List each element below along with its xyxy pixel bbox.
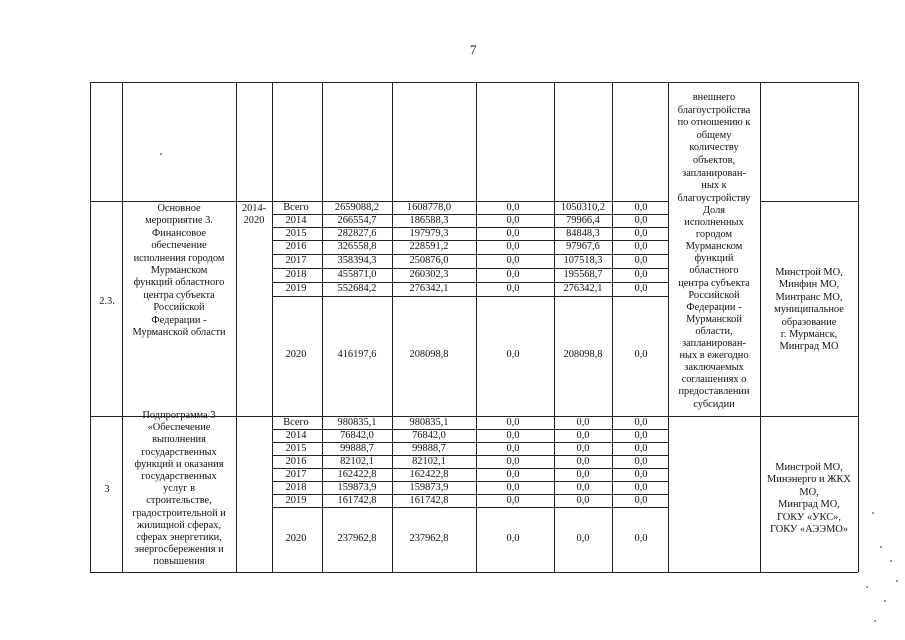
- year-label: Всего: [283, 417, 309, 428]
- col-line: [90, 82, 91, 572]
- row-name-line: жилищной сферах,: [136, 519, 222, 531]
- total-value: 455871,0: [337, 269, 377, 280]
- federal-value: 159873,9: [409, 482, 449, 493]
- regional-value: 0,0: [506, 456, 520, 467]
- row-name-line: услуг в: [163, 483, 195, 495]
- year-row-line: [272, 507, 668, 508]
- executors-text: [729, 267, 889, 354]
- regional-value: 0,0: [506, 349, 520, 360]
- executors-text-line: Минград МО,: [778, 499, 840, 511]
- indicator-text-line: области,: [695, 325, 733, 337]
- top-indicator-text-line: запланирован-: [682, 167, 746, 179]
- other-value: 0,0: [634, 255, 648, 266]
- federal-value: 250876,0: [409, 255, 449, 266]
- federal-value: 161742,8: [409, 495, 449, 506]
- row-name-line: Мурманской области: [132, 327, 226, 339]
- total-value: 76842,0: [340, 430, 374, 441]
- year-label: 2016: [285, 456, 307, 467]
- indicator-text-line: запланирован-: [682, 338, 746, 350]
- indicator-text-line: ных в ежегодно: [679, 350, 749, 362]
- page-number: 7: [470, 42, 477, 57]
- speckle: [874, 620, 876, 622]
- speckle: [160, 153, 162, 155]
- municipal-value: 0,0: [576, 456, 590, 467]
- other-value: 0,0: [634, 349, 648, 360]
- col-line: [392, 82, 393, 572]
- federal-value: 82102,1: [412, 456, 446, 467]
- other-value: 0,0: [634, 283, 648, 294]
- row-name-line: Основное: [157, 203, 201, 214]
- regional-value: 0,0: [506, 269, 520, 280]
- municipal-value: 79966,4: [566, 215, 600, 226]
- total-value: 358394,3: [337, 255, 377, 266]
- year-label: 2017: [285, 255, 307, 266]
- row-name-line: функций областного: [133, 277, 225, 289]
- row-name-line: исполнения городом: [133, 252, 225, 264]
- year-label: 2014: [285, 430, 307, 441]
- federal-value: 99888,7: [412, 443, 446, 454]
- federal-value: 208098,8: [409, 349, 449, 360]
- other-value: 0,0: [634, 482, 648, 493]
- total-value: 159873,9: [337, 482, 377, 493]
- year-label: 2014: [285, 215, 307, 226]
- top-indicator-text-line: общему: [696, 129, 732, 141]
- row-name-line: энергосбережения и: [134, 544, 224, 556]
- row-name-line: Финансовое: [151, 227, 207, 239]
- row-name-line: выполнения: [152, 434, 206, 446]
- total-value: 980835,1: [337, 417, 377, 428]
- executors-text-line: Минэнерго и ЖКХ: [767, 474, 851, 486]
- total-value: 266554,7: [337, 215, 377, 226]
- indicator-text-line: Мурманской: [686, 313, 742, 325]
- top-indicator-text-line: благоустройству: [677, 192, 751, 204]
- executors-text-line: Минтранс МО,: [775, 291, 843, 303]
- year-label: 2015: [285, 443, 307, 454]
- speckle: [880, 546, 882, 548]
- indicator-text-line: функций: [694, 253, 734, 265]
- row-name-line: государственных: [141, 446, 217, 458]
- year-label: 2019: [285, 283, 307, 294]
- row-name: [99, 410, 259, 569]
- year-row-line: [272, 296, 668, 297]
- row-period-line: 2020: [243, 215, 265, 227]
- row-name-line: государственных: [141, 471, 217, 483]
- indicator-text-line: Федерации -: [686, 301, 742, 313]
- executors-text-line: Минфин МО,: [778, 279, 840, 291]
- other-value: 0,0: [634, 495, 648, 506]
- federal-value: 1608778,0: [406, 202, 452, 213]
- regional-value: 0,0: [506, 482, 520, 493]
- executors-text-line: образование: [781, 316, 837, 328]
- indicator-text-line: городом: [695, 229, 733, 241]
- regional-value: 0,0: [506, 430, 520, 441]
- executors-text-line: Минстрой МО,: [775, 462, 843, 473]
- municipal-value: 0,0: [576, 469, 590, 480]
- top-indicator-text-line: количеству: [689, 142, 739, 154]
- executors-text-line: ГОКУ «УКС»,: [777, 511, 841, 523]
- speckle: [890, 560, 892, 562]
- row-period-line: 2014-: [241, 203, 267, 214]
- top-indicator-text: [634, 92, 794, 205]
- municipal-value: 0,0: [576, 482, 590, 493]
- row-number: 3: [104, 484, 110, 495]
- col-line: [322, 82, 323, 572]
- total-value: 552684,2: [337, 283, 377, 294]
- federal-value: 980835,1: [409, 417, 449, 428]
- indicator-text-line: исполненных: [684, 217, 744, 229]
- executors-text: [729, 462, 889, 536]
- other-value: 0,0: [634, 533, 648, 544]
- regional-value: 0,0: [506, 417, 520, 428]
- municipal-value: 0,0: [576, 443, 590, 454]
- table-bottom-border: [90, 572, 858, 573]
- top-indicator-text-line: внешнего: [692, 92, 736, 103]
- year-label: 2020: [285, 533, 307, 544]
- other-value: 0,0: [634, 241, 648, 252]
- regional-value: 0,0: [506, 202, 520, 213]
- regional-value: 0,0: [506, 241, 520, 252]
- row-name-line: градостроительной и: [132, 507, 226, 519]
- row-name-line: функций и оказания: [134, 458, 224, 470]
- executors-text-line: ГОКУ «АЭЭМО»: [769, 524, 849, 536]
- row-name-line: Российской: [153, 302, 205, 314]
- executors-text-line: Минград МО: [779, 341, 839, 353]
- indicator-text-line: центра субъекта: [678, 277, 750, 289]
- speckle: [872, 512, 874, 514]
- other-value: 0,0: [634, 228, 648, 239]
- year-label: 2020: [285, 349, 307, 360]
- total-value: 82102,1: [340, 456, 374, 467]
- row-name-line: повышения: [153, 556, 205, 568]
- municipal-value: 208098,8: [563, 349, 603, 360]
- executors-text-line: г. Мурманск,: [780, 329, 838, 341]
- row-name-line: Мурманском: [150, 265, 208, 277]
- regional-value: 0,0: [506, 283, 520, 294]
- indicator-text-line: субсидии: [693, 398, 735, 410]
- speckle: [884, 600, 886, 602]
- indicator-text-line: Мурманском: [685, 241, 743, 253]
- indicator-text-line: предоставлении: [678, 386, 750, 398]
- federal-value: 276342,1: [409, 283, 449, 294]
- municipal-value: 0,0: [576, 430, 590, 441]
- executors-text-line: Минстрой МО,: [775, 267, 843, 278]
- row-separator: [668, 416, 760, 417]
- federal-value: 76842,0: [412, 430, 446, 441]
- top-indicator-text-line: объектов,: [692, 154, 736, 166]
- federal-value: 162422,8: [409, 469, 449, 480]
- row-name-line: строительстве,: [146, 495, 212, 507]
- top-indicator-text-line: ных к: [701, 180, 727, 192]
- row-number: 2.3.: [99, 296, 115, 307]
- total-value: 416197,6: [337, 349, 377, 360]
- municipal-value: 84848,3: [566, 228, 600, 239]
- total-value: 282827,6: [337, 228, 377, 239]
- municipal-value: 0,0: [576, 417, 590, 428]
- year-label: 2018: [285, 482, 307, 493]
- federal-value: 186588,3: [409, 215, 449, 226]
- indicator-text-line: Доля: [702, 205, 726, 216]
- federal-value: 260302,3: [409, 269, 449, 280]
- year-label: Всего: [283, 202, 309, 213]
- col-line: [554, 82, 555, 572]
- year-label: 2015: [285, 228, 307, 239]
- total-value: 161742,8: [337, 495, 377, 506]
- row-name-line: обеспечение: [151, 240, 207, 252]
- col-line: [612, 82, 613, 572]
- total-value: 2659088,2: [334, 202, 380, 213]
- federal-value: 197979,3: [409, 228, 449, 239]
- year-label: 2017: [285, 469, 307, 480]
- other-value: 0,0: [634, 430, 648, 441]
- regional-value: 0,0: [506, 469, 520, 480]
- municipal-value: 1050310,2: [560, 202, 606, 213]
- row-separator: [760, 416, 858, 417]
- municipal-value: 97967,6: [566, 241, 600, 252]
- regional-value: 0,0: [506, 495, 520, 506]
- indicator-text-line: Российской: [688, 289, 740, 301]
- year-label: 2019: [285, 495, 307, 506]
- federal-value: 228591,2: [409, 241, 449, 252]
- other-value: 0,0: [634, 215, 648, 226]
- municipal-value: 0,0: [576, 533, 590, 544]
- regional-value: 0,0: [506, 533, 520, 544]
- row-name-line: Подпрограмма 3: [142, 410, 216, 421]
- other-value: 0,0: [634, 202, 648, 213]
- regional-value: 0,0: [506, 255, 520, 266]
- row-name-line: мероприятие 3.: [145, 215, 213, 227]
- speckle: [896, 580, 898, 582]
- federal-value: 237962,8: [409, 533, 449, 544]
- total-value: 162422,8: [337, 469, 377, 480]
- executors-text-line: МО,: [799, 486, 819, 498]
- municipal-value: 107518,3: [563, 255, 603, 266]
- indicator-text-line: соглашениях о: [681, 374, 747, 386]
- other-value: 0,0: [634, 443, 648, 454]
- col-line: [476, 82, 477, 572]
- municipal-value: 195568,7: [563, 269, 603, 280]
- municipal-value: 276342,1: [563, 283, 603, 294]
- municipal-value: 0,0: [576, 495, 590, 506]
- row-name-line: Федерации -: [151, 314, 207, 326]
- year-label: 2018: [285, 269, 307, 280]
- year-label: 2016: [285, 241, 307, 252]
- regional-value: 0,0: [506, 228, 520, 239]
- speckle: [866, 586, 868, 588]
- total-value: 326558,8: [337, 241, 377, 252]
- other-value: 0,0: [634, 269, 648, 280]
- total-value: 237962,8: [337, 533, 377, 544]
- executors-text-line: муниципальное: [774, 304, 844, 316]
- other-value: 0,0: [634, 417, 648, 428]
- other-value: 0,0: [634, 456, 648, 467]
- top-indicator-text-line: благоустройства: [677, 104, 751, 116]
- total-value: 99888,7: [340, 443, 374, 454]
- row-name-line: сферах энергетики,: [136, 532, 222, 544]
- indicator-text-line: областного: [689, 265, 739, 277]
- regional-value: 0,0: [506, 443, 520, 454]
- other-value: 0,0: [634, 469, 648, 480]
- row-name-line: «Обеспечение: [147, 422, 211, 434]
- regional-value: 0,0: [506, 215, 520, 226]
- top-indicator-text-line: по отношению к: [677, 117, 751, 129]
- row-name-line: центра субъекта: [143, 289, 215, 301]
- indicator-text-line: заключаемых: [684, 362, 744, 374]
- table-top-border: [90, 82, 858, 83]
